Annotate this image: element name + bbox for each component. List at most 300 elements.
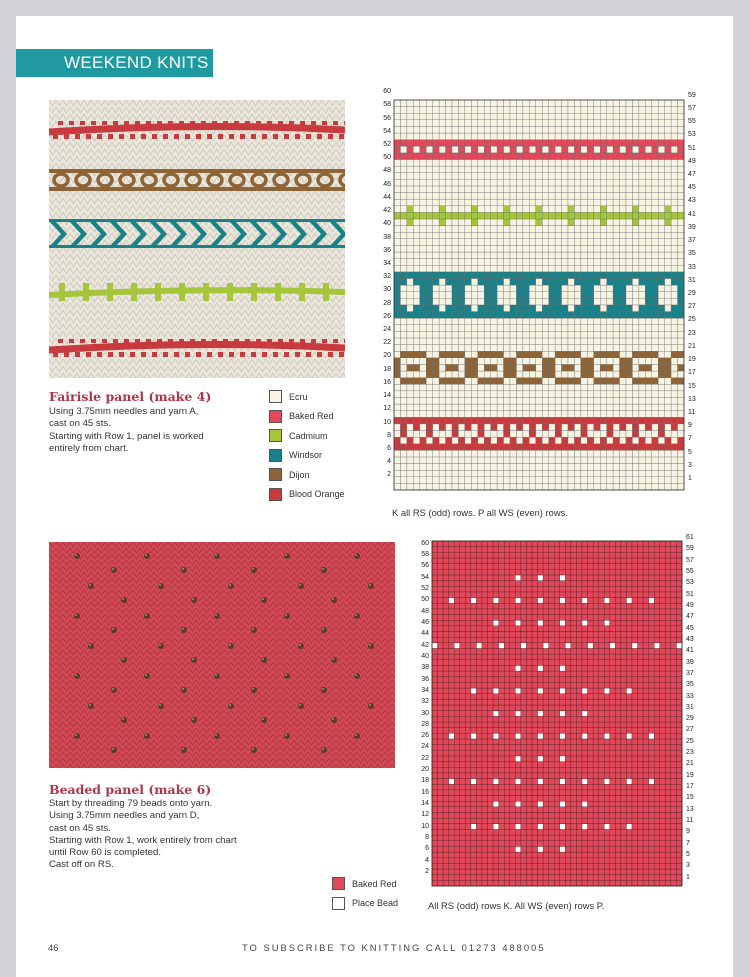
- row-number: 19: [688, 356, 696, 364]
- chart-cell: [613, 312, 619, 319]
- chart-cell: [587, 272, 593, 279]
- chart-cell: [484, 444, 490, 451]
- chart-cell: [510, 153, 516, 160]
- chart-cell: [433, 417, 439, 424]
- chart-cell: [678, 298, 684, 305]
- chart-cell: [510, 133, 516, 140]
- chart-cell: [516, 371, 522, 378]
- chart-cell: [626, 146, 632, 153]
- chart-cell: [632, 259, 638, 266]
- knit-band-dot: [91, 121, 96, 125]
- chart-cell: [562, 384, 568, 391]
- chart-cell: [471, 199, 477, 206]
- chart-cell: [626, 173, 632, 180]
- chart-cell: [562, 226, 568, 233]
- chart-cell: [446, 245, 452, 252]
- chart-cell: [568, 259, 574, 266]
- chart-cell: [426, 199, 432, 206]
- chart-cell: [433, 259, 439, 266]
- chart-cell: [620, 219, 626, 226]
- chart-cell: [607, 226, 613, 233]
- chart-cell: [484, 417, 490, 424]
- chart-cell: [665, 444, 671, 451]
- chart-cell: [574, 159, 580, 166]
- chart-cell: [574, 444, 580, 451]
- chart-cell: [465, 193, 471, 200]
- chart-cell: [555, 199, 561, 206]
- chart-cell: [413, 391, 419, 398]
- chart-cell: [678, 477, 684, 484]
- chart-cell: [568, 305, 574, 312]
- chart-cell: [632, 424, 638, 431]
- chart-cell: [607, 126, 613, 133]
- chart-cell: [678, 483, 684, 490]
- chart-cell: [504, 457, 510, 464]
- chart-cell: [549, 404, 555, 411]
- fairisle-instructions: [49, 406, 204, 455]
- chart-cell: [471, 417, 477, 424]
- chart-cell: [407, 140, 413, 147]
- chart-cell: [568, 126, 574, 133]
- chart-cell: [574, 252, 580, 259]
- chart-cell: [478, 265, 484, 272]
- chart-cell: [600, 140, 606, 147]
- row-number: 59: [688, 91, 696, 99]
- chart-cell: [639, 232, 645, 239]
- chart-cell: [471, 378, 477, 385]
- chart-cell: [600, 113, 606, 120]
- chart-cell: [549, 444, 555, 451]
- chart-cell: [400, 457, 406, 464]
- chart-cell: [555, 173, 561, 180]
- chart-cell: [491, 166, 497, 173]
- chart-cell: [516, 126, 522, 133]
- chart-cell: [426, 404, 432, 411]
- chart-cell: [484, 206, 490, 213]
- chart-cell: [394, 431, 400, 438]
- chart-cell: [523, 364, 529, 371]
- chart-cell: [671, 239, 677, 246]
- chart-cell: [581, 457, 587, 464]
- chart-cell: [626, 345, 632, 352]
- knit-band-dot: [306, 134, 311, 139]
- chart-cell: [458, 226, 464, 233]
- chart-cell: [671, 100, 677, 107]
- chart-cell: [400, 464, 406, 471]
- knit-band-dot: [135, 121, 140, 125]
- chart-cell: [446, 470, 452, 477]
- chart-cell: [510, 437, 516, 444]
- knit-band-dot: [328, 352, 333, 357]
- chart-cell: [607, 470, 613, 477]
- chart-cell: [568, 364, 574, 371]
- chart-cell: [420, 186, 426, 193]
- chart-cell: [471, 391, 477, 398]
- chart-cell: [484, 100, 490, 107]
- chart-cell: [458, 173, 464, 180]
- chart-cell: [446, 272, 452, 279]
- chart-cell: [658, 384, 664, 391]
- chart-cell: [400, 318, 406, 325]
- chart-cell: [420, 364, 426, 371]
- chart-cell: [613, 173, 619, 180]
- chart-cell: [516, 100, 522, 107]
- row-number: 4: [387, 458, 391, 466]
- chart-cell: [536, 206, 542, 213]
- chart-cell: [504, 252, 510, 259]
- chart-cell: [523, 298, 529, 305]
- chart-cell: [587, 120, 593, 127]
- chart-cell: [632, 397, 638, 404]
- chart-cell: [658, 126, 664, 133]
- chart-cell: [510, 391, 516, 398]
- chart-cell: [471, 345, 477, 352]
- chart-cell: [465, 173, 471, 180]
- chart-cell: [658, 153, 664, 160]
- chart-cell: [529, 193, 535, 200]
- chart-cell: [407, 345, 413, 352]
- chart-cell: [594, 186, 600, 193]
- chart-cell: [523, 199, 529, 206]
- chart-cell: [491, 265, 497, 272]
- knit-band: [49, 187, 345, 191]
- knit-band-dot: [207, 134, 212, 139]
- chart-cell: [413, 450, 419, 457]
- chart-cell: [426, 444, 432, 451]
- chart-cell: [478, 364, 484, 371]
- chart-cell: [458, 232, 464, 239]
- chart-cell: [639, 312, 645, 319]
- chart-cell: [562, 193, 568, 200]
- chart-cell: [529, 245, 535, 252]
- chart-cell: [478, 206, 484, 213]
- legend-label: Ecru: [289, 391, 308, 402]
- chart-cell: [645, 173, 651, 180]
- chart-cell: [665, 424, 671, 431]
- row-number: 22: [383, 339, 391, 347]
- chart-cell: [568, 252, 574, 259]
- chart-cell: [549, 437, 555, 444]
- chart-cell: [439, 391, 445, 398]
- chart-cell: [587, 312, 593, 319]
- chart-cell: [510, 212, 516, 219]
- chart-cell: [433, 199, 439, 206]
- chart-cell: [587, 358, 593, 365]
- chart-cell: [458, 444, 464, 451]
- chart-cell: [678, 285, 684, 292]
- chart-cell: [452, 312, 458, 319]
- chart-cell: [613, 193, 619, 200]
- instruction-line: entirely from chart.: [49, 442, 129, 454]
- chart-cell: [446, 345, 452, 352]
- chart-cell: [658, 259, 664, 266]
- chart-cell: [632, 265, 638, 272]
- chart-cell: [665, 292, 671, 299]
- chart-cell: [549, 470, 555, 477]
- chart-cell: [413, 179, 419, 186]
- chart-cell: [529, 226, 535, 233]
- row-number: 27: [688, 303, 696, 311]
- chart-cell: [665, 312, 671, 319]
- knit-band-dot: [69, 339, 74, 343]
- chart-cell: [678, 259, 684, 266]
- chart-cell: [471, 206, 477, 213]
- chart-cell: [613, 464, 619, 471]
- chart-cell: [594, 285, 600, 292]
- chart-cell: [658, 312, 664, 319]
- chart-cell: [516, 133, 522, 140]
- knit-band-dot: [262, 134, 267, 139]
- chart-cell: [433, 457, 439, 464]
- chart-cell: [529, 464, 535, 471]
- chart-cell: [594, 245, 600, 252]
- chart-cell: [458, 186, 464, 193]
- chart-cell: [568, 186, 574, 193]
- chart-cell: [581, 100, 587, 107]
- chart-cell: [529, 305, 535, 312]
- chart-cell: [652, 364, 658, 371]
- chart-cell: [678, 199, 684, 206]
- chart-cell: [394, 186, 400, 193]
- chart-cell: [439, 140, 445, 147]
- knit-band-dot: [141, 352, 146, 357]
- chart-cell: [574, 384, 580, 391]
- knit-band-dot: [119, 352, 124, 357]
- chart-cell: [420, 371, 426, 378]
- chart-cell: [645, 272, 651, 279]
- knit-band-dot: [344, 121, 345, 125]
- chart-cell: [484, 477, 490, 484]
- chart-cell: [594, 450, 600, 457]
- chart-cell: [626, 397, 632, 404]
- chart-cell: [465, 312, 471, 319]
- chart-cell: [491, 331, 497, 338]
- chart-cell: [529, 199, 535, 206]
- chart-cell: [574, 338, 580, 345]
- chart-cell: [497, 404, 503, 411]
- chart-cell: [504, 298, 510, 305]
- chart-cell: [439, 206, 445, 213]
- chart-cell: [542, 464, 548, 471]
- chart-cell: [639, 278, 645, 285]
- chart-cell: [594, 312, 600, 319]
- chart-cell: [542, 338, 548, 345]
- chart-cell: [574, 437, 580, 444]
- chart-cell: [465, 391, 471, 398]
- chart-cell: [581, 424, 587, 431]
- chart-cell: [529, 298, 535, 305]
- chart-cell: [620, 133, 626, 140]
- chart-cell: [433, 470, 439, 477]
- chart-cell: [549, 120, 555, 127]
- chart-cell: [420, 397, 426, 404]
- chart-cell: [678, 404, 684, 411]
- chart-cell: [581, 464, 587, 471]
- chart-cell: [452, 417, 458, 424]
- chart-cell: [555, 417, 561, 424]
- chart-cell: [652, 239, 658, 246]
- chart-cell: [568, 272, 574, 279]
- chart-cell: [658, 464, 664, 471]
- chart-cell: [594, 298, 600, 305]
- chart-cell: [504, 113, 510, 120]
- chart-cell: [433, 212, 439, 219]
- chart-cell: [620, 364, 626, 371]
- chart-cell: [484, 292, 490, 299]
- chart-cell: [574, 278, 580, 285]
- chart-cell: [484, 173, 490, 180]
- chart-cell: [420, 318, 426, 325]
- chart-cell: [632, 252, 638, 259]
- chart-cell: [523, 219, 529, 226]
- chart-cell: [607, 437, 613, 444]
- chart-cell: [529, 470, 535, 477]
- chart-cell: [465, 404, 471, 411]
- chart-cell: [446, 391, 452, 398]
- chart-cell: [562, 444, 568, 451]
- chart-cell: [510, 305, 516, 312]
- chart-cell: [645, 298, 651, 305]
- chart-cell: [587, 100, 593, 107]
- chart-cell: [607, 417, 613, 424]
- chart-cell: [516, 424, 522, 431]
- chart-cell: [426, 232, 432, 239]
- chart-cell: [452, 232, 458, 239]
- chart-cell: [458, 146, 464, 153]
- knit-band-dot: [262, 352, 267, 357]
- chart-cell: [394, 126, 400, 133]
- knit-band-dot: [196, 352, 201, 357]
- chart-cell: [497, 437, 503, 444]
- chart-cell: [394, 199, 400, 206]
- chart-cell: [426, 345, 432, 352]
- chart-cell: [458, 364, 464, 371]
- chart-cell: [497, 391, 503, 398]
- chart-cell: [504, 364, 510, 371]
- chart-cell: [516, 378, 522, 385]
- chart-cell: [484, 411, 490, 418]
- chart-cell: [420, 252, 426, 259]
- chart-cell: [594, 338, 600, 345]
- chart-cell: [658, 265, 664, 272]
- chart-cell: [620, 437, 626, 444]
- row-number: 13: [688, 395, 696, 403]
- chart-cell: [581, 285, 587, 292]
- chart-cell: [600, 378, 606, 385]
- chart-cell: [523, 444, 529, 451]
- chart-cell: [594, 219, 600, 226]
- knit-band-dot: [223, 121, 228, 125]
- chart-cell: [632, 378, 638, 385]
- chart-cell: [600, 437, 606, 444]
- chart-cell: [562, 364, 568, 371]
- chart-cell: [594, 113, 600, 120]
- knit-band-dot: [240, 352, 245, 357]
- chart-cell: [658, 411, 664, 418]
- chart-cell: [594, 331, 600, 338]
- chart-cell: [478, 351, 484, 358]
- chart-cell: [626, 444, 632, 451]
- chart-cell: [420, 464, 426, 471]
- chart-cell: [581, 113, 587, 120]
- chart-cell: [471, 444, 477, 451]
- chart-cell: [555, 259, 561, 266]
- chart-cell: [542, 107, 548, 114]
- chart-cell: [516, 318, 522, 325]
- chart-cell: [632, 212, 638, 219]
- knit-band-dot: [157, 121, 162, 125]
- chart-cell: [413, 384, 419, 391]
- chart-cell: [420, 312, 426, 319]
- chart-cell: [458, 397, 464, 404]
- chart-cell: [613, 232, 619, 239]
- chart-cell: [594, 153, 600, 160]
- chart-cell: [536, 464, 542, 471]
- chart-cell: [471, 483, 477, 490]
- chart-cell: [639, 186, 645, 193]
- chart-cell: [607, 272, 613, 279]
- chart-cell: [568, 384, 574, 391]
- chart-cell: [478, 331, 484, 338]
- chart-cell: [484, 219, 490, 226]
- chart-cell: [632, 351, 638, 358]
- chart-cell: [658, 318, 664, 325]
- chart-cell: [665, 404, 671, 411]
- chart-cell: [497, 345, 503, 352]
- chart-cell: [433, 464, 439, 471]
- chart-cell: [632, 107, 638, 114]
- chart-cell: [394, 318, 400, 325]
- chart-cell: [542, 424, 548, 431]
- knit-band-dot: [322, 339, 327, 343]
- chart-cell: [471, 457, 477, 464]
- chart-cell: [555, 351, 561, 358]
- chart-cell: [465, 345, 471, 352]
- chart-cell: [465, 140, 471, 147]
- chart-cell: [478, 444, 484, 451]
- legend-label: Windsor: [289, 450, 323, 461]
- chart-cell: [562, 153, 568, 160]
- chart-cell: [504, 107, 510, 114]
- chart-cell: [613, 378, 619, 385]
- chart-cell: [549, 186, 555, 193]
- chart-cell: [645, 358, 651, 365]
- chart-cell: [587, 371, 593, 378]
- chart-cell: [587, 391, 593, 398]
- chart-cell: [484, 351, 490, 358]
- chart-cell: [658, 226, 664, 233]
- chart-cell: [574, 305, 580, 312]
- chart-cell: [671, 113, 677, 120]
- chart-cell: [536, 298, 542, 305]
- chart-cell: [678, 120, 684, 127]
- chart-cell: [433, 371, 439, 378]
- chart-cell: [626, 470, 632, 477]
- chart-cell: [568, 318, 574, 325]
- chart-cell: [446, 219, 452, 226]
- chart-cell: [433, 325, 439, 332]
- chart-cell: [639, 444, 645, 451]
- chart-cell: [587, 199, 593, 206]
- chart-cell: [536, 431, 542, 438]
- chart-cell: [491, 186, 497, 193]
- chart-cell: [639, 305, 645, 312]
- chart-cell: [594, 120, 600, 127]
- chart-cell: [600, 278, 606, 285]
- row-number: 54: [383, 127, 391, 135]
- chart-cell: [394, 212, 400, 219]
- chart-cell: [639, 113, 645, 120]
